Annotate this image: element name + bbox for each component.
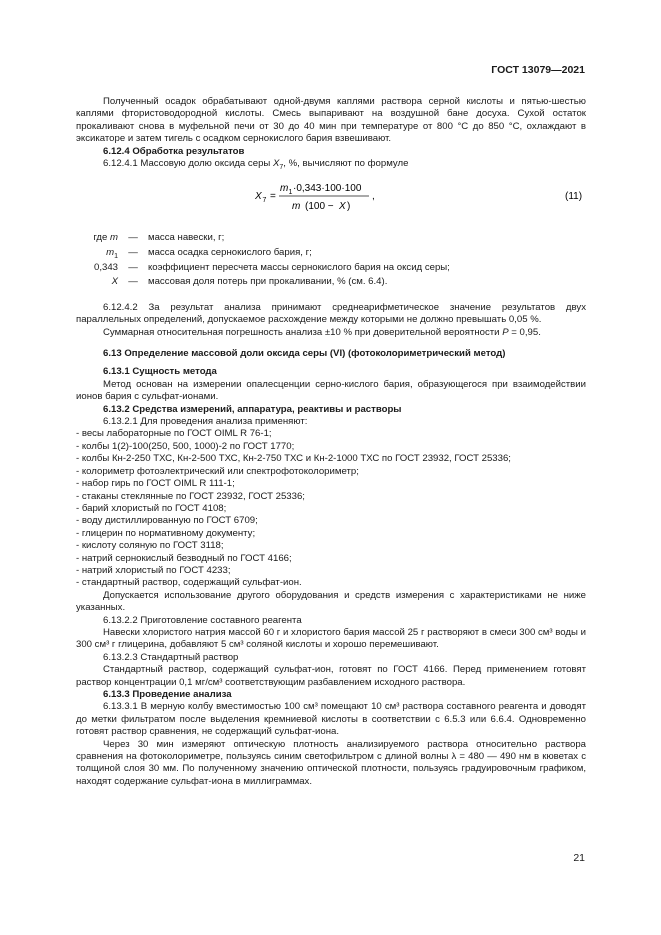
list-item: - воду дистиллированную по ГОСТ 6709; bbox=[76, 515, 258, 527]
definition-item bbox=[76, 276, 586, 291]
definition-item bbox=[76, 262, 586, 277]
equipment-list bbox=[76, 428, 586, 589]
paragraph-measurement: Через 30 мин измеряют оптическую плотность анализируемого раствора относительно раствора сравнения на фотоколориметре, пользуясь синим светофильтром с длиной волны λ = 480 — 490 нм в кюветах с толщиной слоя 30 мм. По полученному значению оптической плотности, пользуясь градуировочным графиком, находят содержание сульфат-иона в миллиграммах. bbox=[76, 738, 586, 787]
formula-lhs: X bbox=[255, 191, 262, 203]
list-item: - натрий хлористый по ГОСТ 4233; bbox=[76, 564, 231, 576]
heading-6-13-1: 6.13.1 Сущность метода bbox=[103, 366, 217, 378]
heading-6-13-3: 6.13.3 Проведение анализа bbox=[103, 689, 232, 700]
paragraph-6-13-2-3: 6.13.2.3 Стандартный раствор bbox=[103, 651, 239, 663]
definition-dash: — bbox=[128, 276, 138, 288]
list-item: - колбы Кн-2-250 ТХС, Кн-2-500 ТХС, Кн-2-750 ТХС и Кн-2-1000 ТХС по ГОСТ 23932, ГОСТ 25336; bbox=[76, 453, 511, 465]
variable-x: X bbox=[272, 158, 280, 170]
text-fragment: , %, вычисляют по формуле bbox=[283, 158, 409, 170]
definition-dash: — bbox=[128, 261, 138, 273]
paragraph-reagent: Навески хлористого натрия массой 60 г и хлористого бария массой 25 г растворяют в смеси 300 см³ воды и 300 см³ г глицерина, добавляют 5 см³ соляной кислоты и хорошо перемешивают. bbox=[76, 626, 586, 651]
definition-item bbox=[76, 247, 586, 262]
formula-numerator-sub: 1 bbox=[288, 189, 293, 197]
definition-dash: — bbox=[128, 232, 138, 244]
formula-denominator-x: X bbox=[339, 201, 346, 213]
formula-comma: , bbox=[372, 191, 375, 203]
paragraph-6-13-2-2: 6.13.2.2 Приготовление составного реагента bbox=[103, 614, 302, 626]
document-header: ГОСТ 13079—2021 bbox=[491, 64, 585, 76]
definition-item bbox=[76, 232, 586, 247]
symbol-subscript: 1 bbox=[114, 252, 118, 260]
list-item: - колориметр фотоэлектрический или спектрофотоколориметр; bbox=[76, 465, 359, 477]
formula-denominator-rest: (100 − bbox=[305, 201, 334, 213]
list-item: - кислоту соляную по ГОСТ 3118; bbox=[76, 540, 224, 552]
section-6-13: 6.13 Определение массовой доли оксида серы (VI) (фотоколориметрический метод) bbox=[103, 348, 506, 360]
list-item: - стаканы стеклянные по ГОСТ 23932, ГОСТ 25336; bbox=[76, 490, 305, 502]
paragraph-residue-treatment: Полученный осадок обрабатывают одной-двумя каплями раствора серной кислоты и пятью-шестью каплями фтористоводородной кислоты. Смесь выпаривают на воздушной бане досуха. Сухой остаток прокаливают снова в муфельной печи от 30 до 40 мин при температуре от 800 °С до 850 °С, охлаждают в эксикаторе и затем тигель с осадком сернокислого бария взвешивают. bbox=[76, 96, 586, 145]
paragraph-6-12-4-2: 6.12.4.2 За результат анализа принимают среднеарифметическое значение результатов двух параллельных определений, допускаемое расхождение между которыми не должно превышать 0,05 %. bbox=[76, 301, 586, 326]
definition-text: коэффициент пересчета массы сернокислого бария на оксид серы; bbox=[148, 261, 450, 273]
formula-numerator-m: m bbox=[280, 183, 289, 195]
definition-symbol bbox=[76, 276, 118, 288]
heading-6-13-2: 6.13.2 Средства измерений, аппаратура, реактивы и растворы bbox=[103, 403, 402, 415]
paragraph-6-13-1: Метод основан на измерении опалесценции серно-кислого бария, образующегося при взаимодействии ионов бария с сульфат-ионами. bbox=[76, 378, 586, 403]
definition-symbol: 0,343 bbox=[93, 261, 118, 273]
paragraph-6-13-3-1: 6.13.3.1 В мерную колбу вместимостью 100 см³ помещают 10 см³ раствора составного реагента и доводят до метки фильтратом после выделения кремниевой кислоты в соответствии с 6.5.3 или 6.6.4. Одновременно готовят раствор сравнения, не содержащий сульфат-иона. bbox=[76, 701, 586, 738]
paragraph-error bbox=[76, 327, 586, 339]
symbol-m1: m bbox=[106, 247, 115, 259]
definitions-intro: где bbox=[93, 232, 108, 244]
text-fragment: Суммарная относительная погрешность анализа ±10 % при доверительной вероятности bbox=[103, 326, 503, 338]
list-item: - весы лабораторные по ГОСТ OIML R 76-1; bbox=[76, 428, 272, 440]
variable-p: P bbox=[502, 326, 509, 338]
list-item: - глицерин по нормативному документу; bbox=[76, 527, 256, 539]
heading-6-12-4: 6.12.4 Обработка результатов bbox=[103, 145, 245, 157]
formula-equals: = bbox=[270, 191, 276, 203]
page-number: 21 bbox=[573, 852, 585, 864]
list-item: - колбы 1(2)-100(250, 500, 1000)-2 по ГОСТ 1770; bbox=[76, 440, 295, 452]
paragraph-standard: Стандартный раствор, содержащий сульфат-ион, готовят по ГОСТ 4166. Перед применением готовят раствор концентрации 0,1 мг/см³ соответствующим разбавлением исходного раствора. bbox=[76, 664, 586, 688]
text-fragment: 6.12.4.1 Массовую долю оксида серы bbox=[103, 158, 273, 170]
paragraph-6-13-2-1: 6.13.2.1 Для проведения анализа применяют: bbox=[103, 416, 308, 428]
paragraph-allowed: Допускается использование другого оборудования и средств измерения с характеристиками не ниже указанных. bbox=[76, 589, 586, 614]
definition-dash: — bbox=[128, 247, 138, 259]
formula-lhs-sub: 7 bbox=[262, 197, 267, 205]
definitions-list bbox=[76, 232, 586, 290]
list-item: - стандартный раствор, содержащий сульфат-ион. bbox=[76, 577, 302, 589]
document-body bbox=[76, 96, 586, 788]
definition-symbol bbox=[76, 247, 118, 259]
formula-number: (11) bbox=[565, 191, 583, 203]
list-item: - набор гирь по ГОСТ OIML R 111-1; bbox=[76, 478, 235, 490]
subscript: 7 bbox=[279, 163, 284, 171]
formula-numerator-rest: ·0,343·100·100 bbox=[293, 183, 362, 195]
list-item: - натрий сернокислый безводный по ГОСТ 4166; bbox=[76, 552, 292, 564]
symbol-x: X bbox=[111, 276, 118, 288]
definition-symbol bbox=[76, 232, 118, 244]
symbol-m: m bbox=[110, 232, 118, 244]
definition-text: масса навески, г; bbox=[148, 232, 225, 244]
text-fragment: = 0,95. bbox=[508, 326, 541, 338]
formula-11 bbox=[76, 172, 586, 220]
list-item: - барий хлористый по ГОСТ 4108; bbox=[76, 502, 227, 514]
definition-text: массовая доля потерь при прокаливании, % (см. 6.4). bbox=[148, 276, 388, 288]
definition-text: масса осадка сернокислого бария, г; bbox=[148, 247, 312, 259]
formula-denominator-m: m bbox=[292, 201, 301, 213]
paragraph-6-12-4-1 bbox=[76, 158, 586, 170]
formula-denominator-close: ) bbox=[347, 201, 351, 213]
